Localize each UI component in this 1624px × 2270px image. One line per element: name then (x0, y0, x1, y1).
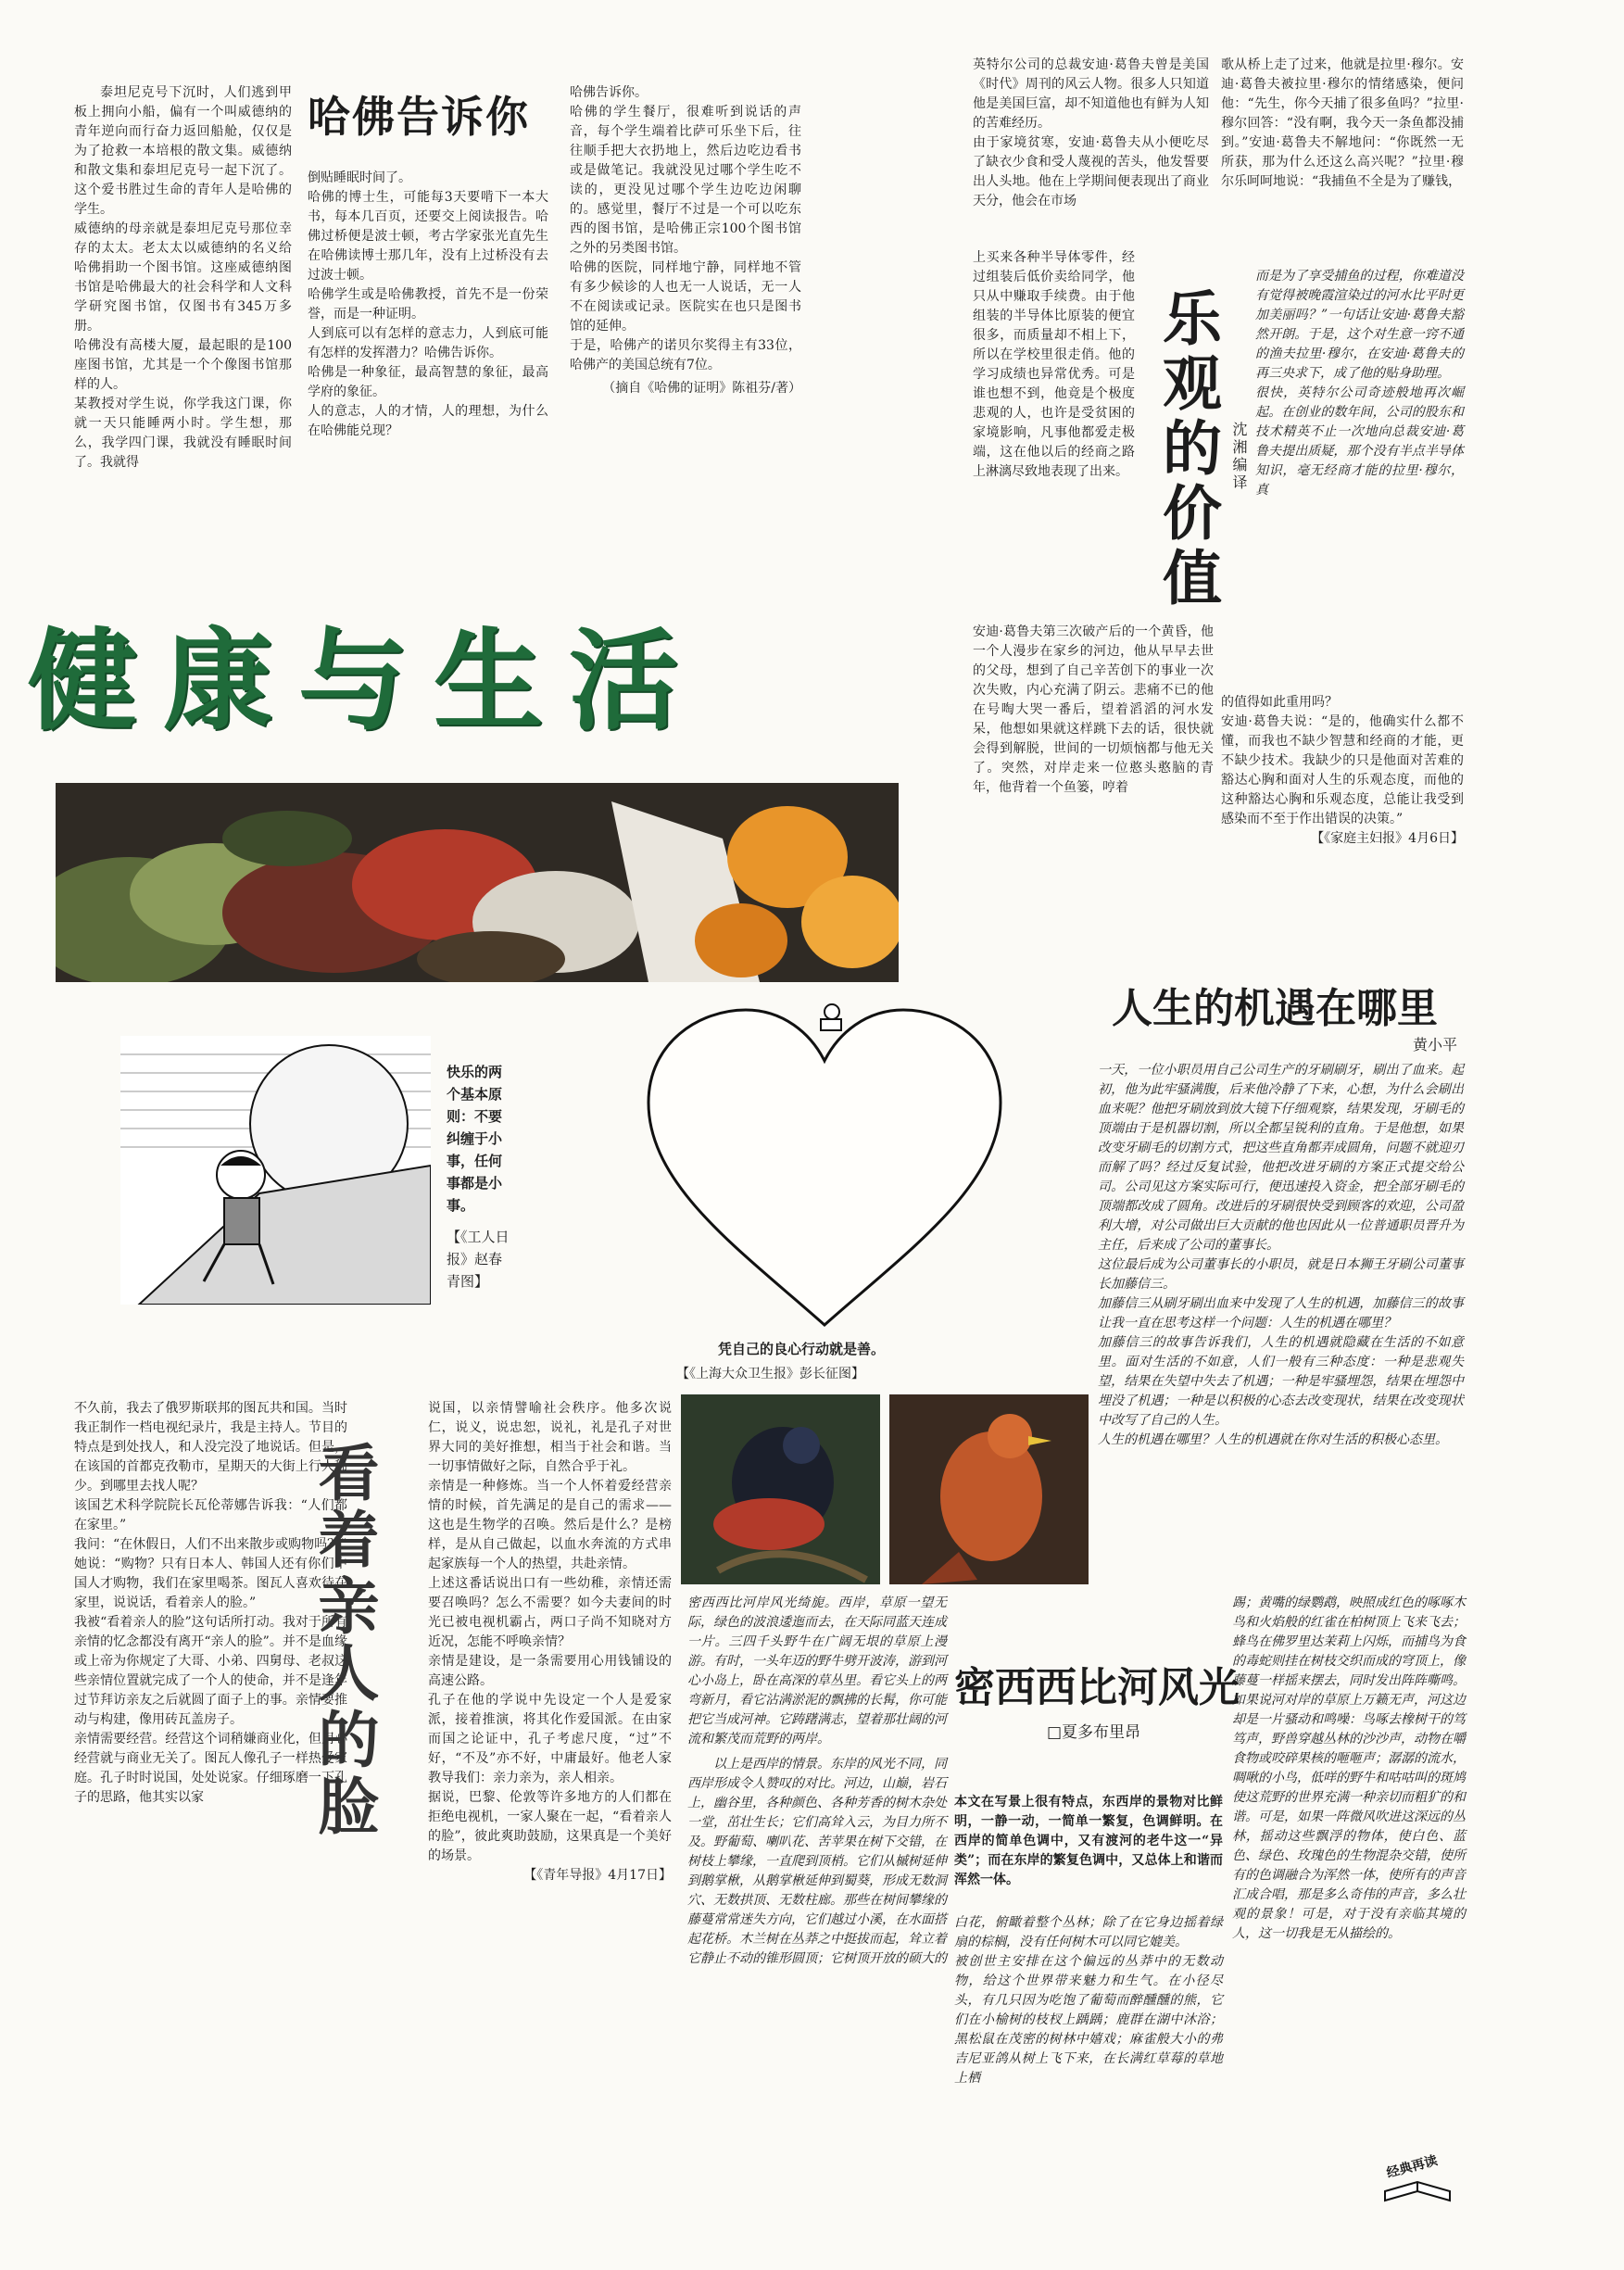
faces-col2-text: 说国，以亲情譬喻社会秩序。他多次说仁，说义，说忠恕，说礼，礼是孔子对世界大同的美好推想，相当于社会和谐。当一切事情做好之际，自然合乎于礼。 亲情是一种修炼。当一个人怀着爱经营亲情的时候，首先满足的是自己的需求——这也是生物学的召唤。然后是什么？是榜样，是从自己做起，以血水奔流的方式串起家族每一个人的热望，共赴亲情。 上述这番话说出口有一些幼稚，亲情还需要召唤吗？怎么不需要？如今夫妻间的时光已被电视机霸占，两口子尚不知晓对方近况，怎能不呼唤亲情？ 亲情是建设，是一条需要用心用钱铺设的高速公路。 孔子在他的学说中先设定一个人是爱家派，接着推演，将其化作爱国派。在由家而国之论证中，孔子考虑尺度，“过”不好，“不及”亦不好，中庸最好。他老人家教导我们：亲力亲为，亲人相亲。 据说，巴黎、伦敦等许多地方的人们都在拒绝电视机，一家人聚在一起，“看着亲人的脸”，彼此爽助鼓励，这果真是一个美好的场景。 (428, 1401, 672, 1863)
harvard-col2 (308, 169, 548, 441)
optimism-col-top-text: 英特尔公司的总裁安迪·葛鲁夫曾是美国《时代》周刊的风云人物。很多人只知道他是美国巨富，却不知道他也有鲜为人知的苦难经历。 由于家境贫寒，安迪·葛鲁夫从小便吃尽了缺衣少食和受人蔑视的苦头，他发誓要出人头地。他在上学期间便表现出了商业天分，他会在市场 (973, 57, 1209, 208)
optimism-source: 【《家庭主妇报》4月6日】 (1311, 831, 1464, 846)
food-photo (56, 783, 899, 982)
cartoon-caption: 快乐的两个基本原则：不要纠缠于小事，任何事都是小事。 (447, 1064, 503, 1214)
faces-col2 (428, 1399, 672, 1885)
heart-illustration (630, 991, 1019, 1343)
mississippi-col1 (687, 1594, 947, 1969)
heart-source: 【《上海大众卫生报》彭长征图】 (676, 1367, 864, 1381)
optimism-col-top (973, 56, 1209, 211)
optimism-col-bottom (973, 623, 1214, 798)
mississippi-col1-text: 密西西比河岸风光绮旎。西岸，草原一望无际，绿色的波浪逶迤而去，在天际同蓝天连成一片。三四千头野牛在广阔无垠的草原上漫游。有时，一头年迈的野牛劈开波涛，游到河心小岛上，卧在高深的草丛里。看它头上的两弯新月，看它沾满淤泥的飘拂的长髯，你可能把它当成河神。它踌躇满志，望着那壮阔的河流和繁茂而荒野的两岸。 (687, 1595, 947, 1747)
cartoon-text (447, 1061, 511, 1293)
optimism-col-narrow (973, 248, 1135, 482)
cartoon-illustration (120, 1036, 431, 1305)
birds-svg (681, 1394, 1089, 1584)
optimism-author: 沈湘编译 (1230, 422, 1248, 492)
mississippi-col1b-text: 以上是西岸的情景。东岸的风光不同，同西岸形成令人赞叹的对比。河边，山巅，岩石上，幽谷里，各种颜色、各种芳香的树木杂处一堂，茁壮生长；它们高耸入云，为目力所不及。野葡萄、喇叭花、苦苹果在树下交错，在树枝上攀缘，一直爬到顶梢。它们从槭树延伸到鹅掌楸，从鹅掌楸延伸到蜀葵，形成无数洞穴、无数拱顶、无数柱廊。那些在树间攀缘的藤蔓常常迷失方向，它们越过小溪，在水面搭起花桥。木兰树在丛莽之中挺拔而起，耸立着它静止不动的锥形圆顶；它树顶开放的硕大的 (687, 1757, 947, 1966)
harvard-col1 (74, 83, 292, 473)
food-photo-svg (56, 783, 899, 982)
cartoon-source: 【《工人日报》赵春青图】 (447, 1229, 510, 1290)
classic-badge (1380, 2150, 1454, 2205)
optimism-col-right-bottom (1221, 693, 1464, 849)
mississippi-intro-text: 本文在写景上很有特点，东西岸的景物对比鲜明，一静一动，一简单一繁复，色调鲜明。在西岸的简单色调中，又有渡河的老牛这一“异类”；而在东岸的繁复色调中，又总体上和谐而浑然一体。 (954, 1795, 1223, 1887)
heart-caption: 凭自己的良心行动就是善。 (718, 1341, 886, 1357)
faces-source: 【《青年导报》4月17日】 (523, 1868, 672, 1883)
mississippi-col3 (1232, 1594, 1466, 1944)
optimism-title: 乐观的价值 (1152, 287, 1221, 612)
mississippi-col2-text: 白花，俯瞰着整个丛林；除了在它身边摇着绿扇的棕榈，没有任何树木可以同它媲美。 被创世主安排在这个偏远的丛莽中的无数动物，给这个世界带来魅力和生气。在小径尽头，有几只因为吃饱了葡萄而醉醺醺的熊，它们在小榆树的枝杈上踽踽；鹿群在湖中沐浴；黑松鼠在茂密的树林中嬉戏；麻雀般大小的弗吉尼亚鸽从树上飞下来，在长满红草莓的草地上栖 (954, 1915, 1223, 2086)
birds-photo (681, 1394, 1089, 1584)
mississippi-intro (954, 1793, 1223, 1890)
heart-svg (630, 991, 1019, 1343)
harvard-title: 哈佛告诉你 (308, 92, 530, 142)
mississippi-author: □夏多布里昂 (1047, 1723, 1141, 1742)
optimism-col-right-bottom-text: 的值得如此重用吗？ 安迪·葛鲁夫说：“是的，他确实什么都不懂，而我也不缺少智慧和经商的才能，更不缺少技术。我缺少的只是他面对苦难的豁达心胸和面对人生的乐观态度，而他的这种豁达心胸和乐观态度，总能让我受到感染而不至于作出错误的决策。” (1221, 695, 1464, 826)
cartoon-svg (120, 1036, 431, 1305)
mississippi-col2 (954, 1913, 1223, 2088)
optimism-col-right-narrow-text: 而是为了享受捕鱼的过程，你难道没有觉得被晚霞渲染过的河水比平时更加美丽吗？”一句话让安迪·葛鲁夫豁然开朗。于是，这个对生意一窍不通的渔夫拉里·穆尔，在安迪·葛鲁夫的再三央求下，成了他的贴身助理。 很快，英特尔公司奇迹般地再次崛起。在创业的数年间，公司的股东和技术精英不止一次地向总裁安迪·葛鲁夫提出质疑，那个没有半点半导体知识，毫无经商才能的拉里·穆尔，真 (1255, 269, 1464, 498)
chance-author: 黄小平 (1413, 1036, 1458, 1053)
optimism-col-bottom-text: 安迪·葛鲁夫第三次破产后的一个黄昏，他一个人漫步在家乡的河边，他从早早去世的父母，想到了自己辛苦创下的事业一次次失败，内心充满了阴云。悲痛不已的他在号啕大哭一番后，望着滔滔的河水发呆，他想如果就这样跳下去的话，很快就会得到解脱，世间的一切烦恼都与他无关了。突然，对岸走来一位憨头憨脑的青年，他背着一个鱼篓，哼着 (973, 624, 1214, 795)
chance-body-text: 一天，一位小职员用自己公司生产的牙刷刷牙，刷出了血来。起初，他为此牢骚满腹，后来他冷静了下来，心想，为什么会刷出血来呢？他把牙刷放到放大镜下仔细观察，结果发现，牙刷毛的顶端由于是机器切割，所以全都呈锐利的直角。于是他想，如果改变牙刷毛的切割方式，把这些直角都弄成圆角，问题不就迎刃而解了吗？经过反复试验，他把改进牙刷的方案正式提交给公司。公司见这方案实际可行，便迅速投入资金，把全部牙刷毛的顶端都改成了圆角。改进后的牙刷很快受到顾客的欢迎，公司盈利大增，对公司做出巨大贡献的他也因此从一位普通职员晋升为主任，后来成了公司的董事长。 这位最后成为公司董事长的小职员，就是日本狮王牙刷公司董事长加藤信三。 加藤信三从刷牙刷出血来中发现了人生的机遇，加藤信三的故事让我一直在思考这样一个问题：人生的机遇在哪里？ 加藤信三的故事告诉我们，人生的机遇就隐藏在生活的不如意里。面对生活的不如意，人们一般有三种态度：一种是悲观失望，结果在失望中失去了机遇；一种是牢骚埋怨，结果在埋怨中埋没了机遇；一种是以积极的心态去改变现状，结果在改变现状中改写了自己的人生。 人生的机遇在哪里？人生的机遇就在你对生活的积极心态里。 (1098, 1063, 1464, 1447)
optimism-col-right (1221, 56, 1464, 192)
chance-body (1098, 1061, 1464, 1450)
optimism-col-right-narrow (1255, 267, 1464, 500)
chance-title: 人生的机遇在哪里 (1112, 985, 1438, 1032)
faces-col1-text: 不久前，我去了俄罗斯联邦的图瓦共和国。当时我正制作一档电视纪录片，我是主持人。节目的特点是到处找人，和人没完没了地说话。但是，在该国的首都克孜勒市，星期天的大街上行人稀少。到哪里去找人呢？ 该国艺术科学院院长瓦伦蒂娜告诉我：“人们都在家里。” 我问：“在休假日，人们不出来散步或购物吗？” 她说：“购物？只有日本人、韩国人还有你们中国人才购物，我们在家里喝茶。图瓦人喜欢待在家里，说说话，看着亲人的脸。” 我被“看着亲人的脸”这句话所打动。我对于所有亲情的忆念都没有离开“亲人的脸”。并不是血缘或上帝为你规定了大哥、小弟、四舅母、老叔这些亲情位置就完成了一个人的使命，并不是逢年过节拜访亲友之后就圆了面子上的事。亲情要推动与构建，像用砖瓦盖房子。 亲情需要经营。经营这个词稍嫌商业化，但用心经营就与商业无关了。图瓦人像孔子一样热爱家庭。孔子时时说国，处处说家。仔细琢磨一下孔子的思路，他其实以家 (74, 1401, 347, 1805)
harvard-col3-text: 哈佛告诉你。 哈佛的学生餐厅，很难听到说话的声音，每个学生端着比萨可乐坐下后，往往顺手把大衣扔地上，然后边吃边看书或是做笔记。我就没见过哪个学生吃不读的，更没见过哪个学生边吃边闲聊的。感觉里，餐厅不过是一个可以吃东西的图书馆，是哈佛正宗100个图书馆之外的另类图书馆。 哈佛的医院，同样地宁静，同样地不管有多少候诊的人也无一人说话，无一人不在阅读或记录。医院实在也只是图书馆的延伸。 于是，哈佛产的诺贝尔奖得主有33位，哈佛产的美国总统有7位。 (570, 85, 801, 372)
masthead-title: 健康与生活 (28, 617, 705, 745)
optimism-col-right-text: 歌从桥上走了过来，他就是拉里·穆尔。安迪·葛鲁夫被拉里·穆尔的情绪感染，便问他：“先生，你今天捕了很多鱼吗？”拉里·穆尔回答：“没有啊，我今天一条鱼都没捕到。”安迪·葛鲁夫不解地问：“你既然一无所获，那为什么还这么高兴呢？”拉里·穆尔乐呵呵地说：“我捕鱼不全是为了赚钱， (1221, 57, 1464, 189)
mississippi-title: 密西西比河风光 (954, 1664, 1240, 1711)
faces-title: 看着亲人的脸 (308, 1441, 379, 1841)
classic-badge-label: 经典再读 (1385, 2152, 1440, 2181)
harvard-col1-text: 泰坦尼克号下沉时，人们逃到甲板上拥向小船，偏有一个叫威德纳的青年逆向而行奋力返回船舱，仅仅是为了抢救一本培根的散文集。威德纳和散文集和泰坦尼克号一起下沉了。这个爱书胜过生命的青年人是哈佛的学生。 威德纳的母亲就是泰坦尼克号那位幸存的太太。老太太以威德纳的名义给哈佛捐助一个图书馆。这座威德纳图书馆是哈佛最大的社会科学和人文科学研究图书馆，仅图书有345万多册。 哈佛没有高楼大厦，最起眼的是100座图书馆，尤其是一个个像图书馆那样的人。 某教授对学生说，你学我这门课，你就一天只能睡两小时。学生想，那么，我学四门课，我就没有睡眠时间了。我就得 (74, 85, 292, 470)
harvard-source: （摘自《哈佛的证明》陈祖芬/著） (602, 381, 801, 396)
harvard-col3 (570, 83, 801, 398)
optimism-col-narrow-text: 上买来各种半导体零件，经过组装后低价卖给同学，他只从中赚取手续费。由于他组装的半导体比原装的便宜很多，而质量却不相上下，所以在学校里很走俏。他的学习成绩也异常优秀。可是谁也想不到，他竟是个极度悲观的人，也许是受贫困的家境影响，凡事他都爱走极端，这在他以后的经商之路上淋漓尽致地表现了出来。 (973, 250, 1135, 479)
harvard-col2-text: 倒贴睡眠时间了。 哈佛的博士生，可能每3天要啃下一本大书，每本几百页，还要交上阅读报告。哈佛过桥便是波士顿，考古学家张光直先生在哈佛读博士那几年，没有上过桥没有去过波士顿。 哈佛学生或是哈佛教授，首先不是一份荣誉，而是一种证明。 人到底可以有怎样的意志力，人到底可能有怎样的发挥潜力？哈佛告诉你。 哈佛是一种象征，最高智慧的象征，最高学府的象征。 人的意志，人的才情，人的理想，为什么在哈佛能兑现？ (308, 170, 548, 438)
mississippi-col3-text: 踢；黄嘴的绿鹦鹉，映照成红色的啄啄木鸟和火焰般的红雀在柏树顶上飞来飞去；蜂鸟在佛罗里达茉莉上闪烁，而捕鸟为食的毒蛇则挂在树枝交织而成的穹顶上，像藤蔓一样摇来摆去，同时发出阵阵嘶鸣。 如果说河对岸的草原上万籁无声，河这边却是一片骚动和鸣噪：鸟啄去橡树干的笃笃声，野兽穿越丛林的沙沙声，动物在嚼食物或咬碎果核的咂咂声；潺潺的流水，啁啾的小鸟，低咩的野牛和咕咕叫的斑鸠使这荒野的世界充满一种亲切而粗犷的和谐。可是，如果一阵微风吹进这深远的丛林，摇动这些飘浮的物体，使白色、蓝色、绿色、玫瑰色的生物混杂交错，使所有的色调融合为浑然一体，使所有的声音汇成合唱，那是多么奇伟的声音，多么壮观的景象！可是，对于没有亲临其境的人，这一切我是无从描绘的。 (1232, 1595, 1466, 1941)
